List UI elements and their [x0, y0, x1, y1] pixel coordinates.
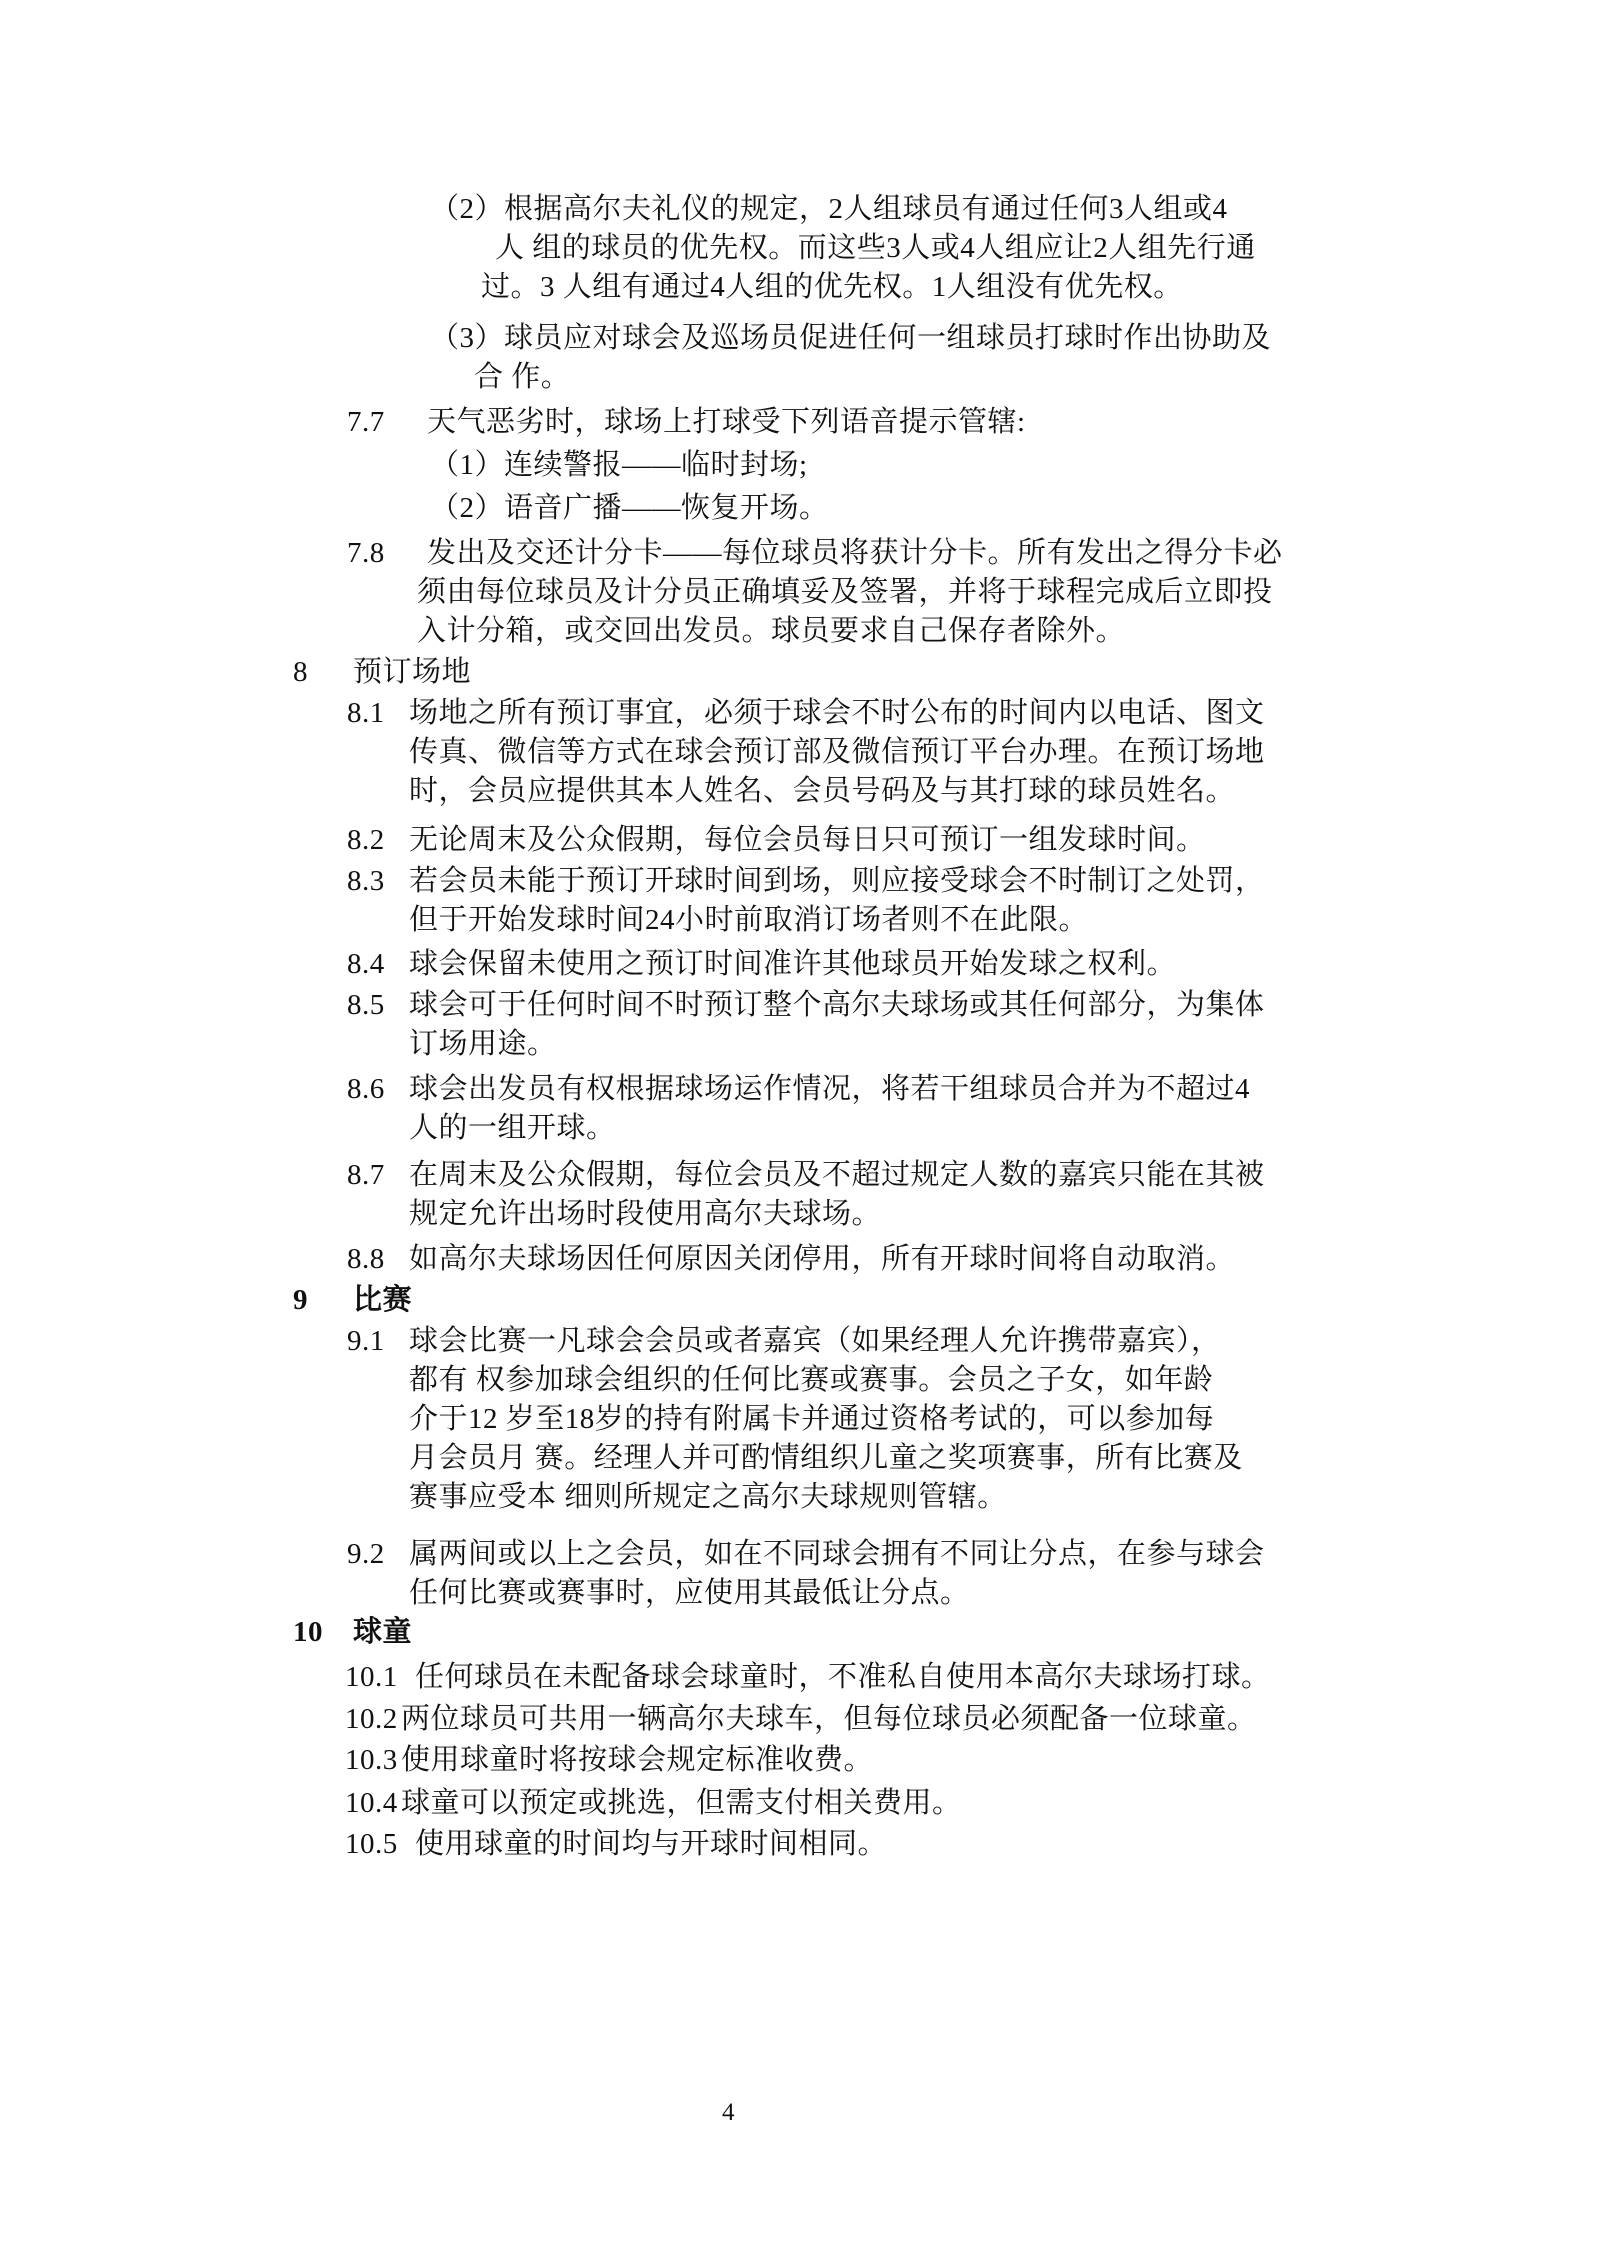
line-text: 须由每位球员及计分员正确填妥及签署，并将于球程完成后立即投 [417, 576, 1273, 608]
line-text: 都有 权参加球会组织的任何比赛或赛事。会员之子女，如年龄 [409, 1364, 1214, 1396]
line-text: 场地之所有预订事宜，必须于球会不时公布的时间内以电话、图文 [409, 697, 1265, 729]
item-number: 8.5 [347, 989, 385, 1021]
line-text: （2）根据高尔夫礼仪的规定，2人组球员有通过任何3人组或4 [430, 193, 1228, 225]
doc-line [417, 612, 1293, 651]
line-text: 赛事应受本 细则所规定之高尔夫球规则管辖。 [409, 1481, 1007, 1513]
doc-line [430, 489, 1293, 528]
doc-line [409, 1574, 1293, 1613]
line-text: 球童 [353, 1616, 413, 1648]
page-number: 4 [722, 2099, 735, 2126]
doc-line-8.2 [347, 821, 1293, 860]
item-number: 10.1 [345, 1661, 398, 1693]
item-number: 8.2 [347, 824, 385, 856]
doc-line [409, 1195, 1293, 1234]
line-text: 任何比赛或赛事时，应使用其最低让分点。 [409, 1577, 970, 1609]
line-text: 规定允许出场时段使用高尔夫球场。 [409, 1198, 882, 1230]
line-text: 球会可于任何时间不时预订整个高尔夫球场或其任何部分，为集体 [409, 989, 1265, 1021]
doc-line-9 [293, 1281, 1293, 1320]
doc-line [481, 268, 1293, 307]
doc-line-8.6 [347, 1070, 1293, 1109]
line-text: 任何球员在未配备球会球童时，不准私自使用本高尔夫球场打球。 [415, 1661, 1271, 1693]
line-text: 在周末及公众假期，每位会员及不超过规定人数的嘉宾只能在其被 [409, 1159, 1265, 1191]
item-number: 10.4 [345, 1787, 398, 1819]
doc-line-7.7 [347, 403, 1293, 442]
item-number: 8.6 [347, 1073, 385, 1105]
line-text: 球会比赛一凡球会会员或者嘉宾（如果经理人允许携带嘉宾）， [409, 1325, 1221, 1357]
item-number: 10.3 [345, 1744, 398, 1776]
item-number: 10 [293, 1616, 323, 1648]
line-text: 人 组的球员的优先权。而这些3人或4人组应让2人组先行通 [495, 232, 1256, 264]
item-number: 8.1 [347, 697, 385, 729]
line-text: 过。3 人组有通过4人组的优先权。1人组没有优先权。 [481, 271, 1183, 303]
doc-line-9.2 [347, 1535, 1293, 1574]
line-text: 订场用途。 [409, 1028, 557, 1060]
line-text: 预订场地 [353, 656, 472, 688]
doc-line-8 [293, 653, 1293, 692]
item-number: 7.8 [347, 537, 385, 569]
item-number: 8 [293, 656, 308, 688]
doc-line-8.8 [347, 1240, 1293, 1279]
doc-line-10.4 [345, 1784, 1293, 1823]
line-text: （3）球员应对球会及巡场员促进任何一组球员打球时作出协助及 [430, 322, 1272, 354]
line-text: 球会出发员有权根据球场运作情况，将若干组球员合并为不超过4 [409, 1073, 1251, 1105]
doc-line-8.4 [347, 945, 1293, 984]
line-text: 球会保留未使用之预订时间准许其他球员开始发球之权利。 [409, 948, 1177, 980]
doc-line [409, 772, 1293, 811]
line-text: 天气恶劣时，球场上打球受下列语音提示管辖: [427, 406, 1026, 438]
line-text: 合 作。 [474, 361, 571, 393]
doc-line [409, 1025, 1293, 1064]
doc-line [409, 1400, 1293, 1439]
item-number: 7.7 [347, 406, 385, 438]
item-number: 10.5 [345, 1828, 398, 1860]
doc-line [430, 190, 1293, 229]
line-text: （2）语音广播——恢复开场。 [430, 492, 829, 524]
item-number: 8.8 [347, 1243, 385, 1275]
doc-line-7.8 [347, 534, 1293, 573]
line-text: （1）连续警报——临时封场; [430, 449, 808, 481]
line-text: 比赛 [353, 1284, 413, 1316]
line-text: 时，会员应提供其本人姓名、会员号码及与其打球的球员姓名。 [409, 775, 1236, 807]
line-text: 球童可以预定或挑选，但需支付相关费用。 [401, 1787, 962, 1819]
line-text: 月会员月 赛。经理人并可酌情组织儿童之奖项赛事，所有比赛及 [409, 1442, 1243, 1474]
item-number: 8.7 [347, 1159, 385, 1191]
doc-line [430, 446, 1293, 485]
line-text: 无论周末及公众假期，每位会员每日只可预订一组发球时间。 [409, 824, 1206, 856]
line-text: 如高尔夫球场因任何原因关闭停用，所有开球时间将自动取消。 [409, 1243, 1236, 1275]
document-body [293, 190, 1293, 1864]
doc-line-10.2 [345, 1700, 1293, 1739]
item-number: 10.2 [345, 1703, 398, 1735]
doc-line [409, 901, 1293, 940]
doc-line-10.3 [345, 1741, 1293, 1780]
doc-line [409, 1439, 1293, 1478]
line-text: 属两间或以上之会员，如在不同球会拥有不同让分点，在参与球会 [409, 1538, 1265, 1570]
doc-line [474, 358, 1293, 397]
line-text: 若会员未能于预订开球时间到场，则应接受球会不时制订之处罚， [409, 865, 1265, 897]
doc-line [409, 1109, 1293, 1148]
line-text: 使用球童的时间均与开球时间相同。 [415, 1828, 888, 1860]
line-text: 但于开始发球时间24小时前取消订场者则不在此限。 [409, 904, 1089, 936]
doc-line-9.1 [347, 1322, 1293, 1361]
line-text: 传真、微信等方式在球会预订部及微信预订平台办理。在预订场地 [409, 736, 1265, 768]
item-number: 8.3 [347, 865, 385, 897]
line-text: 两位球员可共用一辆高尔夫球车，但每位球员必须配备一位球童。 [401, 1703, 1257, 1735]
doc-line [430, 319, 1293, 358]
doc-line-10.5 [345, 1825, 1293, 1864]
doc-line [495, 229, 1293, 268]
line-text: 发出及交还计分卡——每位球员将获计分卡。所有发出之得分卡必 [427, 537, 1283, 569]
item-number: 9.1 [347, 1325, 385, 1357]
line-text: 使用球童时将按球会规定标准收费。 [401, 1744, 874, 1776]
line-text: 介于12 岁至18岁的持有附属卡并通过资格考试的，可以参加每 [409, 1403, 1215, 1435]
item-number: 9 [293, 1284, 308, 1316]
doc-line-8.5 [347, 986, 1293, 1025]
doc-line [417, 573, 1293, 612]
line-text: 入计分箱，或交回出发员。球员要求自己保存者除外。 [417, 615, 1126, 647]
item-number: 8.4 [347, 948, 385, 980]
item-number: 9.2 [347, 1538, 385, 1570]
doc-line [409, 1361, 1293, 1400]
doc-line-8.3 [347, 862, 1293, 901]
doc-line [409, 733, 1293, 772]
doc-line-8.1 [347, 694, 1293, 733]
doc-line [409, 1478, 1293, 1517]
doc-line-8.7 [347, 1156, 1293, 1195]
doc-line-10 [293, 1613, 1293, 1652]
doc-line-10.1 [345, 1658, 1293, 1697]
line-text: 人的一组开球。 [409, 1112, 616, 1144]
